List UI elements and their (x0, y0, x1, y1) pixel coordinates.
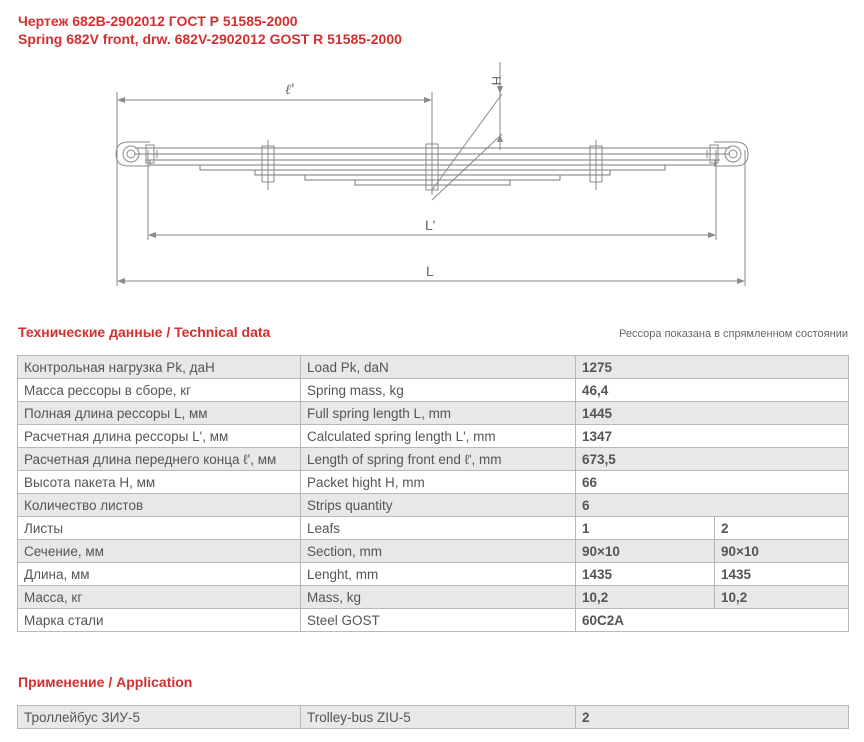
label-L: L (426, 263, 434, 279)
param-name-ru: Масса, кг (18, 586, 301, 609)
tech-data-table (17, 355, 849, 632)
table-row (18, 586, 849, 609)
param-value: 2 (576, 706, 849, 729)
value-leaf-2: 10,2 (715, 586, 849, 609)
param-name-en: Leafs (301, 517, 576, 540)
param-name-ru: Расчетная длина переднего конца ℓ', мм (18, 448, 301, 471)
title-ru: Чертеж 682В-2902012 ГОСТ Р 51585-2000 (18, 13, 298, 29)
param-name-en: Lenght, mm (301, 563, 576, 586)
application-title: Применение / Application (18, 674, 193, 690)
dim-H-leader-top (432, 94, 502, 190)
straightened-note: Рессора показана в спрямленном состоянии (619, 328, 848, 340)
label-L-prime: L' (425, 217, 436, 233)
param-name-en: Steel GOST (301, 609, 576, 632)
label-H: H (489, 76, 504, 86)
param-name-en: Section, mm (301, 540, 576, 563)
param-value: 1275 (576, 356, 849, 379)
param-name-en: Load Pk, daN (301, 356, 576, 379)
param-name-ru: Полная длина рессоры L, мм (18, 402, 301, 425)
param-name-ru: Высота пакета H, мм (18, 471, 301, 494)
value-leaf-2: 90×10 (715, 540, 849, 563)
tech-data-title: Технические данные / Technical data (18, 324, 271, 340)
dim-H-leader-bottom (432, 134, 502, 200)
param-name-ru: Листы (18, 517, 301, 540)
value-leaf-1: 1 (576, 517, 715, 540)
param-name-ru: Сечение, мм (18, 540, 301, 563)
param-value: 66 (576, 471, 849, 494)
param-name-en: Trolley-bus ZIU-5 (301, 706, 576, 729)
param-name-ru: Количество листов (18, 494, 301, 517)
title-en: Spring 682V front, drw. 682V-2902012 GOST R 51585-2000 (18, 31, 402, 47)
param-value: 46,4 (576, 379, 849, 402)
table-row (18, 425, 849, 448)
param-name-ru: Расчетная длина рессоры L', мм (18, 425, 301, 448)
param-value: 1347 (576, 425, 849, 448)
table-row (18, 379, 849, 402)
param-name-ru: Длина, мм (18, 563, 301, 586)
param-value: 1445 (576, 402, 849, 425)
table-row (18, 494, 849, 517)
value-leaf-1: 1435 (576, 563, 715, 586)
param-name-en: Strips quantity (301, 494, 576, 517)
value-leaf-1: 90×10 (576, 540, 715, 563)
label-l-prime-front: ℓ' (285, 82, 295, 98)
table-row (18, 609, 849, 632)
param-name-ru: Марка стали (18, 609, 301, 632)
value-leaf-2: 2 (715, 517, 849, 540)
param-value: 673,5 (576, 448, 849, 471)
table-row (18, 706, 849, 729)
param-name-en: Packet hight H, mm (301, 471, 576, 494)
spring-drawing (0, 50, 864, 290)
param-name-ru: Контрольная нагрузка Pk, даН (18, 356, 301, 379)
param-value: 60С2А (576, 609, 849, 632)
table-row (18, 563, 849, 586)
table-row (18, 448, 849, 471)
table-row (18, 402, 849, 425)
param-name-en: Full spring length L, mm (301, 402, 576, 425)
value-leaf-2: 1435 (715, 563, 849, 586)
table-row (18, 471, 849, 494)
param-name-en: Mass, kg (301, 586, 576, 609)
param-name-ru: Масса рессоры в сборе, кг (18, 379, 301, 402)
param-value: 6 (576, 494, 849, 517)
param-name-en: Spring mass, kg (301, 379, 576, 402)
application-table (17, 705, 849, 729)
table-row (18, 356, 849, 379)
param-name-en: Calculated spring length L', mm (301, 425, 576, 448)
table-row (18, 540, 849, 563)
param-name-en: Length of spring front end ℓ', mm (301, 448, 576, 471)
table-row (18, 517, 849, 540)
value-leaf-1: 10,2 (576, 586, 715, 609)
param-name-ru: Троллейбус ЗИУ-5 (18, 706, 301, 729)
